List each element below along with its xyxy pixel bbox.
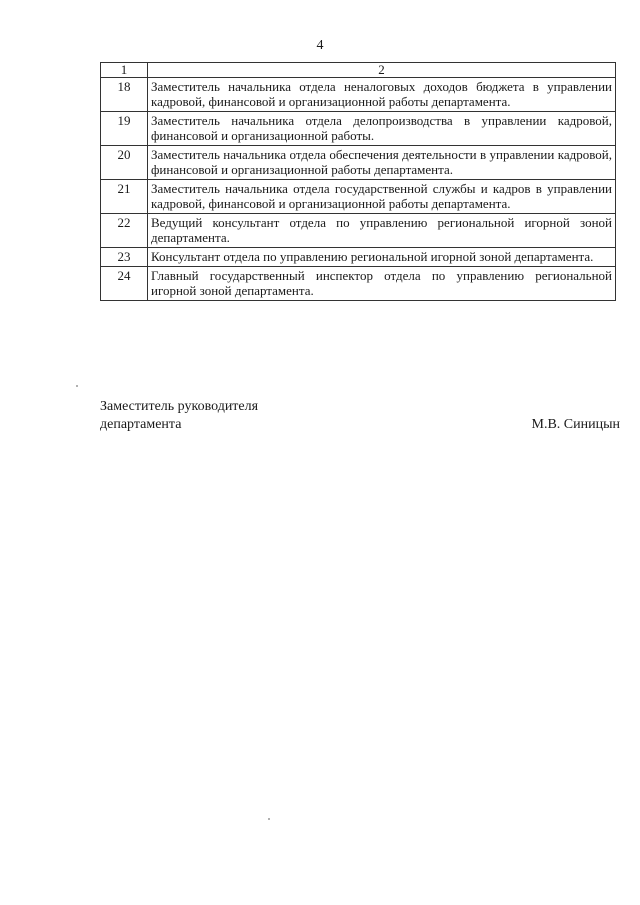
row-number: 18 <box>101 78 148 112</box>
positions-table <box>100 62 616 301</box>
table-row <box>101 214 616 248</box>
table-header-row <box>101 63 616 78</box>
row-position-text: Главный государственный инспектор отдела по управлению региональной игорной зоной департамента. <box>148 267 616 301</box>
table-row <box>101 180 616 214</box>
row-number: 20 <box>101 146 148 180</box>
row-position-text: Ведущий консультант отдела по управлению региональной игорной зоной департамента. <box>148 214 616 248</box>
row-position-text: Заместитель начальника отдела государственной службы и кадров в управлении кадровой, финансовой и организационной работы департамента. <box>148 180 616 214</box>
scan-speck <box>76 385 78 387</box>
column-header-position: 2 <box>148 63 616 78</box>
table-row <box>101 112 616 146</box>
row-number: 22 <box>101 214 148 248</box>
scan-speck <box>268 818 270 820</box>
row-position-text: Заместитель начальника отдела обеспечения деятельности в управлении кадровой, финансовой и организационной работы департамента. <box>148 146 616 180</box>
row-position-text: Заместитель начальника отдела делопроизводства в управлении кадровой, финансовой и организационной работы. <box>148 112 616 146</box>
row-number: 24 <box>101 267 148 301</box>
row-number: 19 <box>101 112 148 146</box>
table-row <box>101 267 616 301</box>
table-row <box>101 248 616 267</box>
table-row <box>101 78 616 112</box>
page-number: 4 <box>316 38 324 53</box>
signature-block <box>100 398 620 434</box>
row-number: 21 <box>101 180 148 214</box>
table-row <box>101 146 616 180</box>
signature-role-line2: департамента <box>100 417 182 432</box>
row-position-text: Консультант отдела по управлению региональной игорной зоной департамента. <box>148 248 616 267</box>
row-position-text: Заместитель начальника отдела неналоговых доходов бюджета в управлении кадровой, финансовой и организационной работы департамента. <box>148 78 616 112</box>
signatory-name: М.В. Синицын <box>531 417 620 432</box>
row-number: 23 <box>101 248 148 267</box>
signature-row <box>100 416 620 434</box>
signature-role-line1: Заместитель руководителя <box>100 399 259 414</box>
column-header-number: 1 <box>101 63 148 78</box>
